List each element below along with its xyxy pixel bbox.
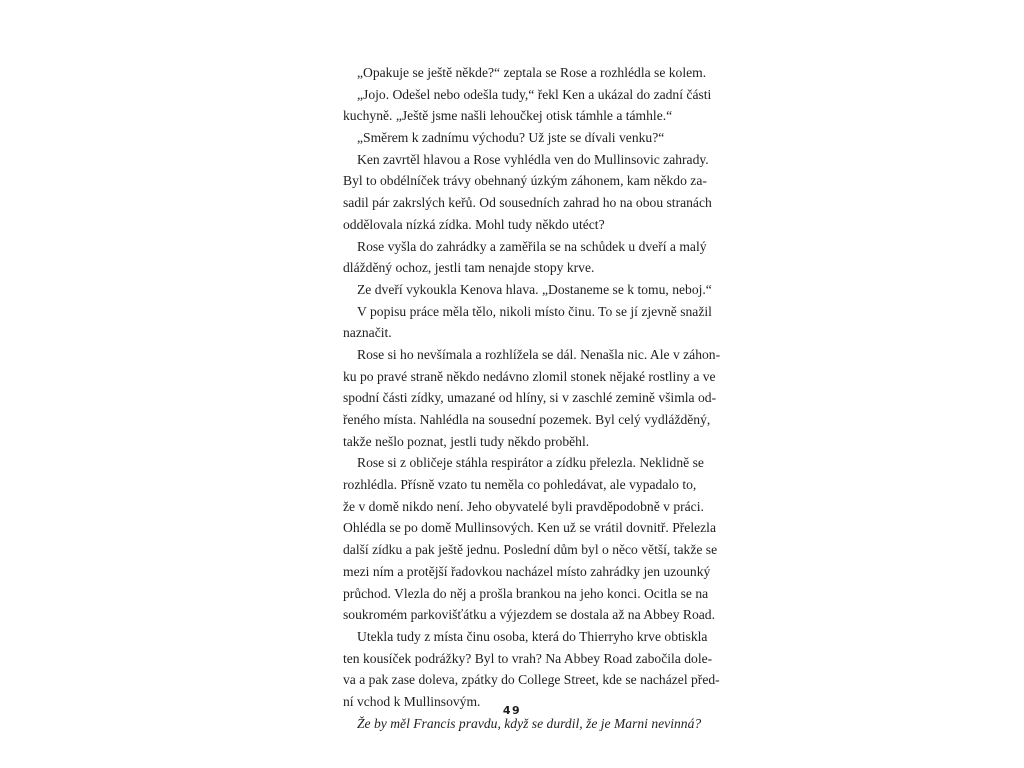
text-line: mezi ním a protější řadovkou nacházel místo zahrádky jen uzounký (343, 563, 711, 579)
body-text (343, 62, 721, 734)
paragraph (343, 279, 712, 301)
paragraph (343, 149, 712, 236)
text-line: průchod. Vlezla do něj a prošla brankou na jeho konci. Ocitla se na (343, 585, 709, 601)
text-line: „Opakuje se ještě někde?“ zeptala se Rose a rozhlédla se kolem. (357, 65, 707, 80)
text-line: va a pak zase doleva, zpátky do College Street, kde se nacházel před- (343, 672, 720, 688)
paragraph (343, 236, 707, 279)
text-line: ku po pravé straně někdo nedávno zlomil stonek nějaké rostliny a ve (343, 368, 716, 384)
text-line: dlážděný ochoz, jestli tam nenajde stopy krve. (343, 260, 595, 276)
text-line: „Směrem k zadnímu východu? Už jste se dívali venku?“ (357, 130, 665, 146)
text-line: Rose si ho nevšímala a rozhlížela se dál. Nenašla nic. Ale v záhon- (357, 346, 721, 362)
text-line: Ken zavrtěl hlavou a Rose vyhlédla ven do Mullinsovic zahrady. (357, 151, 709, 167)
text-line: „Jojo. Odešel nebo odešla tudy,“ řekl Ken a ukázal do zadní části (357, 86, 712, 102)
text-line: že v domě nikdo není. Jeho obyvatelé byli pravděpodobně v práci. (343, 498, 704, 514)
text-line: ní vchod k Mullinsovým. (343, 693, 481, 709)
text-line-italic: Že by měl Francis pravdu, když se durdil, že je Marni nevinná? (357, 715, 702, 731)
text-line: naznačit. (343, 325, 392, 341)
paragraph (343, 127, 696, 149)
paragraph (343, 626, 720, 713)
paragraph (343, 344, 721, 452)
text-line: řeného místa. Nahlédla na sousední pozemek. Byl celý vydlážděný, (343, 412, 711, 427)
paragraph (343, 452, 718, 626)
text-line: spodní části zídky, umazané od hlíny, si v zaschlé zemině všimla od- (343, 390, 717, 406)
paragraph (343, 62, 707, 84)
text-line: Ze dveří vykoukla Kenova hlava. „Dostaneme se k tomu, neboj.“ (357, 281, 712, 297)
text-line: rozhlédla. Přísně vzato tu neměla co pohledávat, ale vypadalo to, (343, 477, 697, 493)
text-line: Ohlédla se po domě Mullinsových. Ken už se vrátil dovnitř. Přelezla (343, 520, 716, 536)
text-line: oddělovala nízká zídka. Mohl tudy někdo utéct? (343, 216, 605, 232)
paragraph (343, 301, 712, 344)
text-line: další zídku a pak ještě jednu. Poslední dům byl o něco větší, takže se (343, 542, 718, 558)
text-line: takže nešlo poznat, jestli tudy někdo proběhl. (343, 433, 590, 449)
paragraph (343, 84, 712, 127)
text-line: Byl to obdélníček trávy obehnaný úzkým záhonem, kam někdo za- (343, 173, 707, 189)
text-line: Utekla tudy z místa činu osoba, která do Thierryho krve obtiskla (357, 628, 708, 644)
text-line: sadil pár zakrslých keřů. Od sousedních zahrad ho na obou stranách (343, 195, 712, 211)
page-number: 49 (502, 704, 522, 717)
text-line: soukromém parkovišťátku a výjezdem se dostala až na Abbey Road. (343, 607, 715, 623)
text-line: kuchyně. „Ještě jsme našli lehoučkej otisk támhle a támhle.“ (343, 108, 673, 124)
text-line: V popisu práce měla tělo, nikoli místo činu. To se jí zjevně snažil (357, 303, 712, 319)
text-line: Rose si z obličeje stáhla respirátor a zídku přelezla. Neklidně se (357, 455, 704, 471)
text-line: Rose vyšla do zahrádky a zaměřila se na schůdek u dveří a malý (357, 238, 707, 254)
text-line: ten kousíček podrážky? Byl to vrah? Na Abbey Road zabočila dole- (343, 650, 713, 666)
